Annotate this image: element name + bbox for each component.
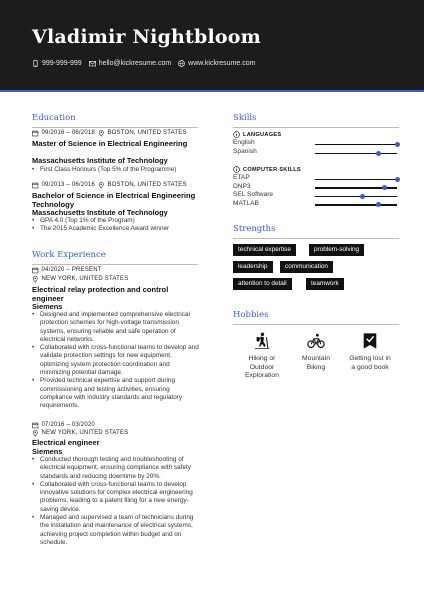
education-2-bullets (32, 217, 200, 234)
skill-name: MATLAB (233, 199, 259, 207)
education-divider (32, 127, 198, 128)
list-item: • Provided technical expertise and support during commissioning and testing activities, ensuring compliance with industry standards and regulatory requirements. (32, 377, 200, 410)
calendar-icon (32, 130, 39, 137)
info-circle-icon (233, 131, 240, 138)
list-item: • Managed and supervised a team of technicians during the installation and maintenance of electrical systems, achieving project completion within budget and on schedule. (32, 514, 200, 547)
computer-skills-label: COMPUTER SKILLS (243, 166, 301, 173)
location-pin-icon (98, 182, 105, 189)
skill-level-knob (382, 185, 387, 190)
book-check-icon (361, 332, 379, 350)
hobby-label-line: Biking (306, 363, 326, 371)
contact-info (32, 60, 255, 67)
info-circle-icon (233, 166, 240, 173)
skill-bar-track (315, 179, 397, 181)
education-1-degree: Master of Science in Electrical Engineering (32, 139, 188, 148)
work-2-dates: 07/2016 – 03/2020 (41, 422, 95, 429)
mail-icon (89, 60, 96, 67)
language-skill-row (233, 148, 403, 157)
work-2-bullets (32, 456, 200, 547)
location-pin-icon (32, 430, 39, 437)
skill-bar-track (315, 144, 397, 146)
phone-text: 999-999-999 (42, 60, 82, 67)
skill-level-knob (360, 194, 365, 199)
calendar-icon (32, 267, 39, 274)
hobby-label (286, 355, 346, 372)
skills-divider (233, 127, 399, 128)
list-item: • Conducted thorough testing and troubleshooting of electrical equipment, ensuring compliance with safety standards and reducing downtime by 20%. (32, 456, 200, 481)
skill-name: SEL Software (233, 191, 274, 198)
skill-level-knob (376, 151, 381, 156)
work-1-bullets (32, 311, 200, 411)
work-title: Work Experience (32, 250, 106, 260)
strengths-divider (233, 238, 399, 239)
list-item: • The 2015 Academic Excellence Award winner (32, 225, 200, 233)
email-text: hello@kickresume.com (98, 60, 172, 67)
work-1-company: Siemens (32, 302, 63, 311)
strength-tag: teamwork (306, 278, 344, 290)
header-accent-rule (0, 90, 424, 92)
language-skill-row (233, 139, 403, 148)
email-contact[interactable] (89, 60, 171, 67)
hobbies-divider (233, 324, 399, 325)
calendar-icon (32, 182, 39, 189)
strength-tag: technical expertise (233, 244, 296, 256)
hobby-label-line: Hiking or (248, 355, 276, 362)
candidate-name: Vladimir Nightbloom (32, 26, 261, 48)
skill-bar-track (315, 204, 397, 206)
strengths-title: Strengths (233, 224, 276, 234)
hobby-label (340, 355, 400, 372)
skill-bar-track (315, 153, 397, 155)
hobby-label-line: a good book (351, 363, 389, 371)
work-divider (32, 264, 198, 265)
work-1-dates: 04/2020 – PRESENT (41, 267, 102, 274)
computer-skills-heading (233, 166, 301, 173)
hobby-item (232, 332, 292, 381)
location-pin-icon (32, 276, 39, 283)
skill-level-knob (395, 177, 400, 182)
languages-heading (233, 131, 281, 138)
hobby-label-line: Getting lost in (349, 355, 391, 362)
location-pin-icon (98, 130, 105, 137)
hiking-icon (253, 332, 271, 350)
skill-name: English (233, 139, 255, 146)
list-item: • Collaborated with cross-functional teams to develop innovative solutions for complex electrical engineering problems, leading to a patent filing for a new energy-saving device. (32, 481, 200, 514)
hobby-label (232, 355, 292, 381)
education-1-dates: 09/2016 – 06/2018 (41, 130, 95, 137)
skill-level-knob (376, 202, 381, 207)
work-1-role: Electrical relay protection and control engineer (32, 285, 169, 303)
work-2-role: Electrical engineer (32, 438, 100, 447)
education-1-location: BOSTON, UNITED STATES (107, 130, 187, 137)
education-2-degree: Bachelor of Science in Electrical Engineering Technology (32, 191, 196, 209)
list-item: • GPA 4.0 (Top 1% of the Program) (32, 217, 200, 225)
work-1-location-row (32, 276, 128, 283)
computer-skill-row (233, 200, 403, 209)
hobby-label-line: Exploration (244, 372, 279, 379)
education-2-meta (32, 182, 187, 189)
website-text: www.kickresume.com (188, 60, 256, 67)
languages-label: LANGUAGES (243, 131, 282, 138)
calendar-icon (32, 422, 39, 429)
hobby-label-line: Mountain (302, 355, 330, 362)
hobby-item (340, 332, 400, 372)
globe-icon (178, 60, 185, 67)
strength-tag: attention to detail (233, 278, 292, 290)
work-2-dates-row (32, 422, 95, 429)
education-2-dates: 09/2013 – 06/2016 (41, 182, 95, 189)
hobbies-title: Hobbies (233, 310, 269, 320)
work-1-location: NEW YORK, UNITED STATES (41, 276, 129, 283)
strength-tag: problem-solving (309, 244, 364, 256)
strength-tag: leadership (233, 261, 273, 273)
skill-name: ETAP (233, 174, 250, 181)
list-item: • First Class Honours (Top 5% of the Programme) (32, 166, 200, 174)
bike-icon (307, 332, 325, 350)
phone-icon (32, 60, 39, 67)
skill-level-knob (395, 142, 400, 147)
website-contact[interactable] (178, 60, 255, 67)
education-2-school: Massachusetts Institute of Technology (32, 208, 168, 217)
skills-title: Skills (233, 113, 257, 123)
education-1-bullets (32, 166, 200, 174)
work-1-dates-row (32, 267, 102, 274)
phone-contact[interactable] (32, 60, 82, 67)
skill-name: Spanish (233, 148, 257, 155)
education-2-location: BOSTON, UNITED STATES (107, 182, 187, 189)
education-title: Education (32, 113, 76, 123)
skill-name: DNP3 (233, 182, 251, 190)
hobby-label-line: Outdoor (249, 363, 275, 371)
work-2-location-row (32, 430, 128, 437)
list-item: • Collaborated with cross-functional teams to develop and validate protection settings for new equipment, optimizing system protection coordination and minimizing potential damage. (32, 344, 200, 377)
education-1-school: Massachusetts Institute of Technology (32, 156, 168, 165)
strength-tag: communication (280, 261, 333, 273)
skill-bar-track (315, 187, 397, 189)
skill-bar-track (315, 196, 397, 198)
hobby-item (286, 332, 346, 372)
work-2-company: Siemens (32, 447, 63, 456)
list-item: • Designed and implemented comprehensive electrical protection schemes for high-voltage transmission systems, ensuring reliable and safe operation of electrical networks. (32, 311, 200, 344)
work-2-location: NEW YORK, UNITED STATES (41, 430, 129, 437)
education-1-meta (32, 130, 187, 137)
resume-header (0, 0, 424, 90)
